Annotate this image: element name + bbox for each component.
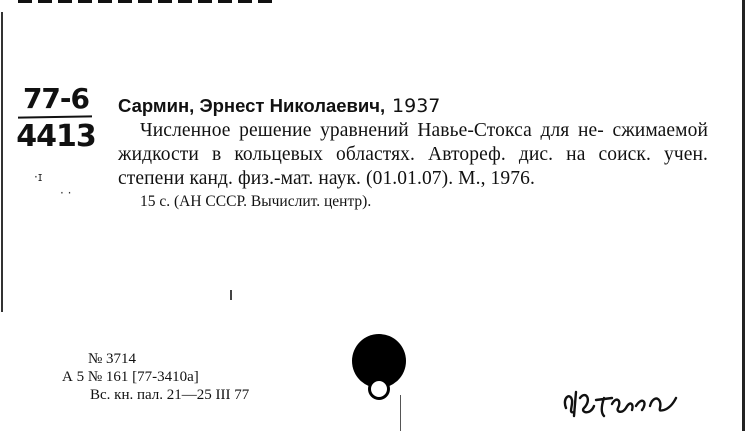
bibliographic-entry — [118, 94, 708, 213]
title-line: дис. на соиск. учен. степени канд. физ.-мат. наук. — [118, 144, 708, 189]
ink-speck: ·ɪ — [34, 170, 43, 184]
publication-note: 15 с. (АН СССР. Вычислит. центр). — [140, 193, 372, 210]
title-line: (01.01.07). М., 1976. — [366, 168, 535, 189]
record-issue: Вс. кн. пал. 21—25 III 77 — [90, 387, 250, 403]
card-top-edge — [18, 0, 278, 3]
author-line — [118, 94, 708, 119]
card-right-edge — [742, 0, 745, 431]
shelf-mark — [16, 84, 96, 154]
record-catalog: А 5 № 161 [77-3410а] — [62, 369, 199, 385]
card-mark — [230, 290, 232, 300]
title-line: сжимаемой жидкости в кольцевых областях. Автореф. — [118, 120, 708, 165]
author-name: Сармин, Эрнест Николаевич, — [118, 95, 386, 116]
punch-hole-ring — [368, 378, 390, 400]
card-left-edge — [1, 12, 3, 312]
shelf-mark-bottom: 4413 — [16, 119, 96, 154]
shelf-mark-top: 77-6 — [22, 82, 90, 115]
title-line: Численное решение уравнений Навье-Стокса для не- — [140, 120, 604, 141]
ink-speck: · · — [60, 186, 72, 200]
card-mark — [400, 395, 401, 431]
title-block — [118, 119, 708, 191]
record-number: № 3714 — [88, 351, 137, 367]
record-info — [62, 350, 249, 404]
author-birth-year: 1937 — [392, 95, 441, 117]
handwritten-signature — [560, 386, 680, 420]
